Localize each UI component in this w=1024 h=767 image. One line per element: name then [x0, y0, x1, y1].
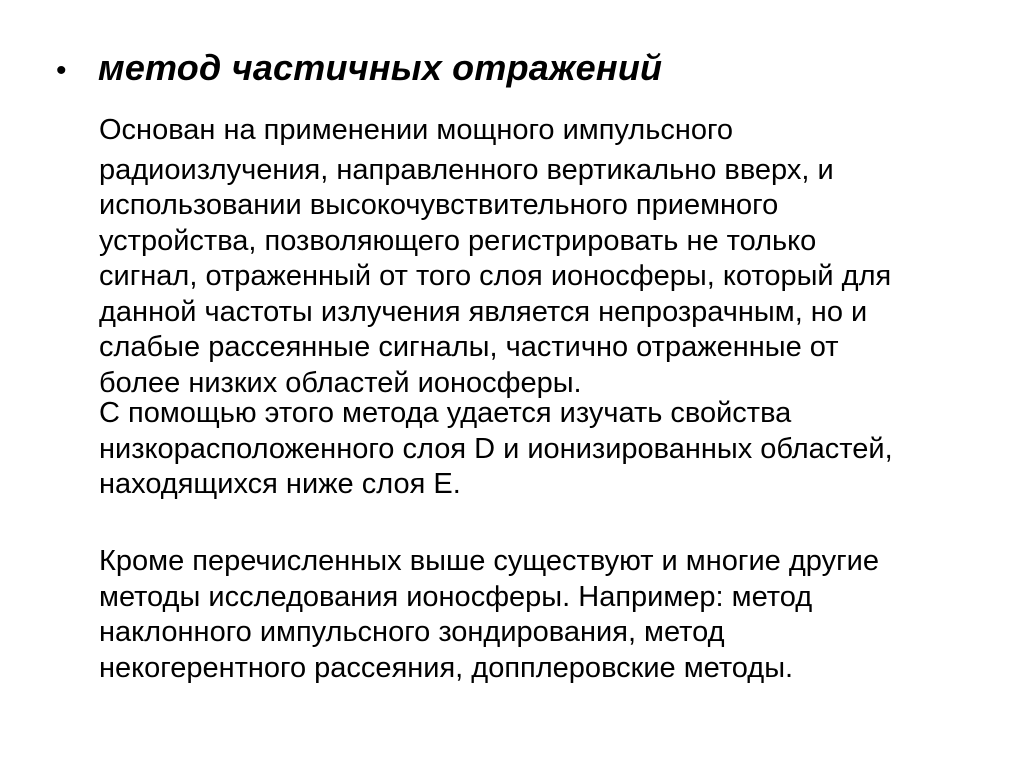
- text-line: слабые рассеянные сигналы, частично отраженные от: [99, 331, 839, 363]
- text-line: устройства, позволяющего регистрировать не только: [99, 224, 817, 257]
- text-line: С помощью этого метода удается изучать свойства: [99, 397, 792, 429]
- text-line: использовании высокочувствительного приемного: [99, 189, 779, 221]
- text-line: низкорасположенного слоя D и ионизированных областей,: [99, 432, 893, 465]
- bullet-icon: •: [56, 54, 67, 87]
- paragraph-other-methods: [99, 544, 999, 686]
- text-line: некогерентного рассеяния, допплеровские методы.: [99, 651, 794, 684]
- paragraph-method-purpose: [99, 396, 999, 503]
- text-line: наклонного импульсного зондирования, метод: [99, 616, 725, 648]
- text-line: находящихся ниже слоя Е.: [99, 468, 461, 500]
- text-line: Основан на применении мощного импульсного: [99, 114, 734, 146]
- slide-heading: метод частичных отражений: [98, 47, 663, 88]
- paragraph-method-description: [99, 113, 999, 401]
- text-line: радиоизлучения, направленного вертикально вверх, и: [99, 153, 834, 186]
- text-line: данной частоты излучения является непрозрачным, но и: [99, 295, 868, 328]
- text-line: методы исследования ионосферы. Например: метод: [99, 580, 813, 613]
- heading-row: [56, 40, 662, 99]
- text-line: Кроме перечисленных выше существуют и многие другие: [99, 545, 879, 577]
- text-line: сигнал, отраженный от того слоя ионосферы, который для: [99, 260, 892, 292]
- text-line: более низких областей ионосферы.: [99, 366, 582, 399]
